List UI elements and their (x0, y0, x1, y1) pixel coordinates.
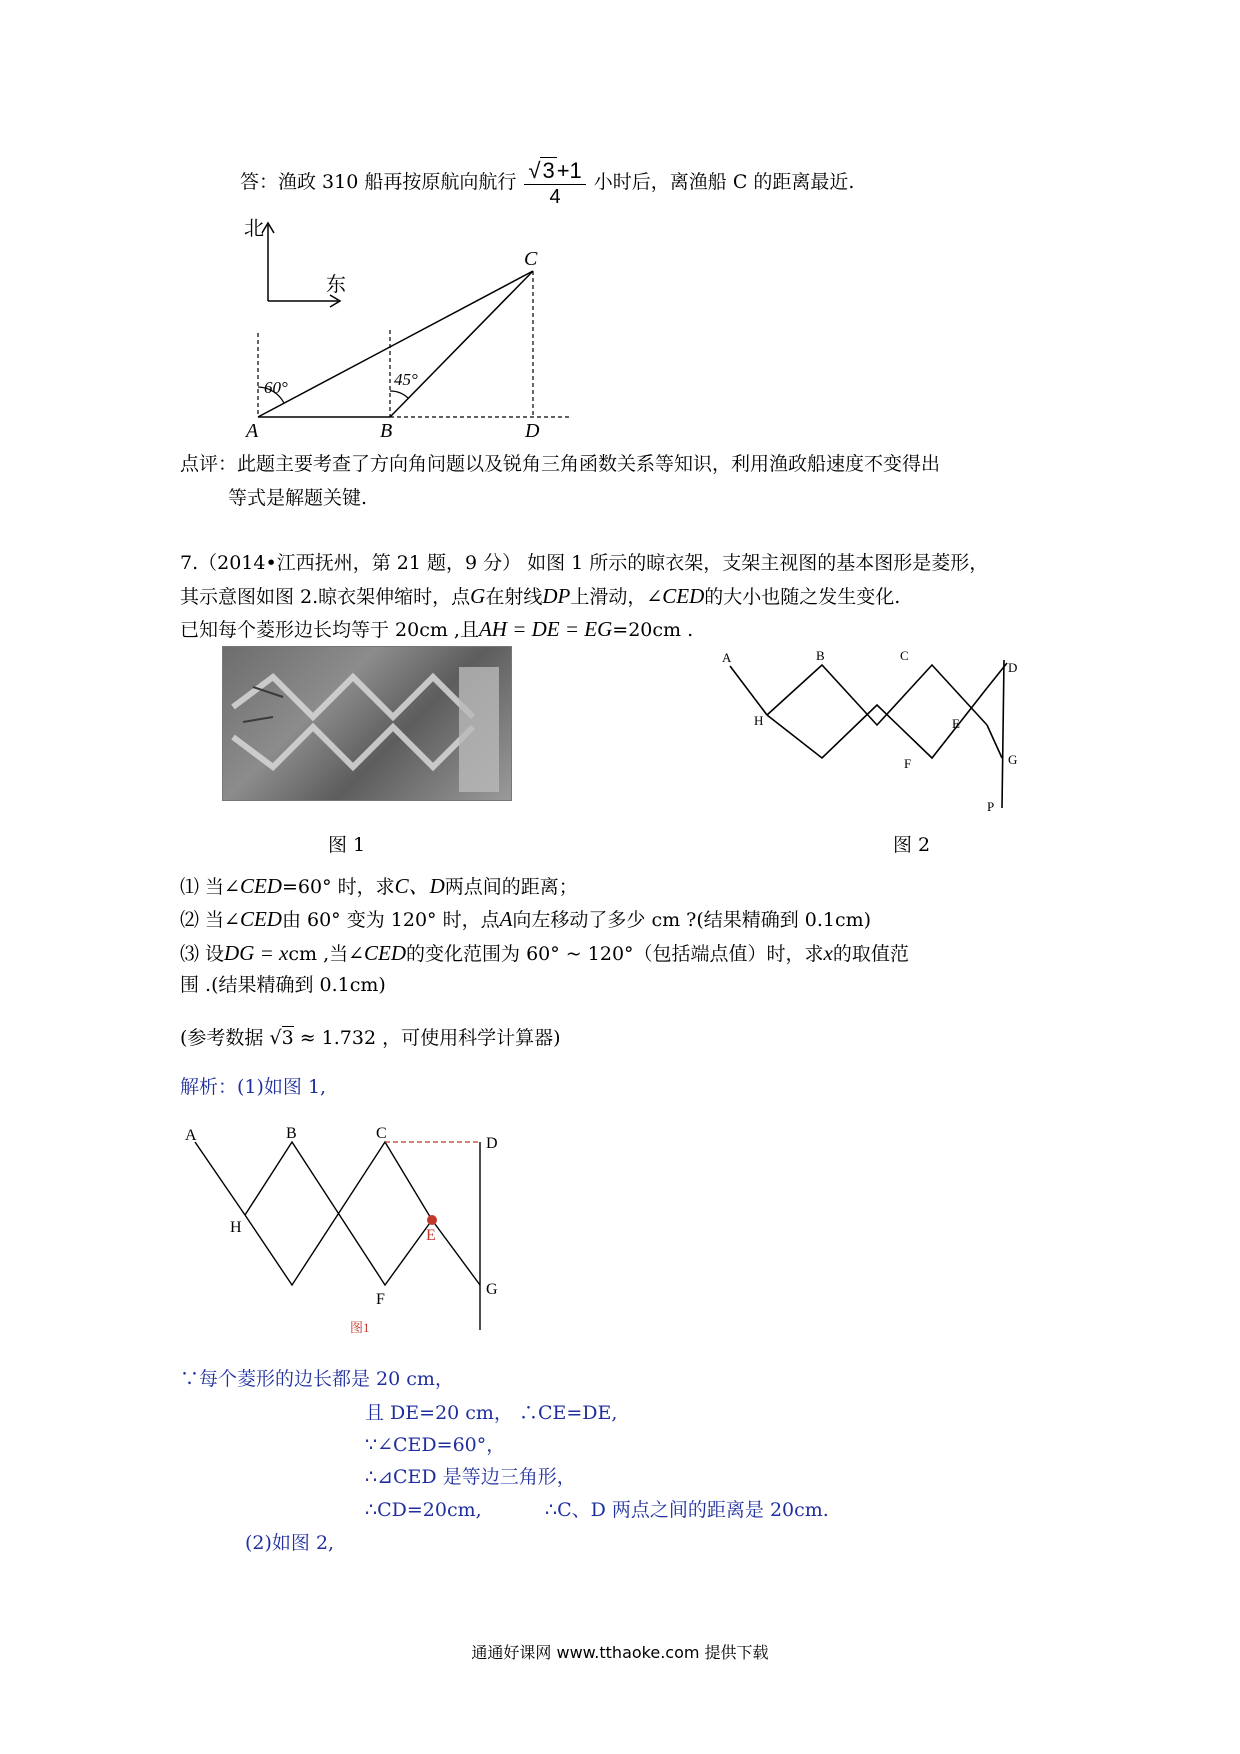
q3-dg: DG = x (224, 941, 289, 965)
fig2-label-g: G (1008, 752, 1018, 767)
p7-text: 上滑动，∠ (570, 586, 663, 608)
sol-label-f: F (376, 1291, 385, 1308)
comment-line-2: 等式是解题关键. (228, 487, 368, 509)
q3-x: x (823, 941, 833, 965)
fraction-root: 3 (542, 157, 555, 183)
solution-fig-caption: 图1 (350, 1320, 370, 1335)
sol-label-d: D (486, 1135, 498, 1152)
q1-points: C、D (394, 874, 445, 898)
question-2 (180, 906, 871, 934)
sol-label-c: C (376, 1125, 387, 1142)
answer-prefix: 答：渔政 310 船再按原航向航行 (240, 171, 517, 193)
angle-a-label: 60° (264, 378, 288, 397)
q-text: =60° 时，求 (281, 876, 395, 898)
point-d-label: D (525, 420, 540, 442)
q1-angle: CED (239, 874, 282, 898)
p7-text: 在射线 (485, 586, 543, 608)
reference-data: (参考数据 √3 ≈ 1.732 ，可使用科学计算器) (180, 1027, 561, 1049)
p7-text: 其示意图如图 2.晾衣架伸缩时，点 (180, 586, 471, 608)
fig2-label-d: D (1008, 660, 1018, 675)
fig2-label-e: E (952, 716, 960, 731)
ref-text: ≈ 1.732 ，可使用科学计算器) (299, 1027, 561, 1049)
solution-step-5a: ∴CD=20cm, (365, 1499, 482, 1521)
solution-step-6: (2)如图 2, (245, 1532, 335, 1554)
q-text: 的取值范 (832, 943, 909, 965)
fig2-label-f: F (904, 756, 912, 771)
solution-step-2: 且 DE=20 cm， ∴CE=DE, (365, 1402, 618, 1424)
ref-text: (参考数据 (180, 1027, 264, 1049)
clothes-rack-photo (222, 646, 512, 801)
q3-angle: CED (364, 941, 407, 965)
point-b-label: B (380, 420, 393, 442)
p7-text: 的大小也随之发生变化. (704, 586, 901, 608)
solution-figure (180, 1120, 520, 1340)
fig2-caption: 图 2 (893, 834, 931, 856)
p7-ray-dp: DP (542, 584, 571, 608)
question-1 (180, 873, 578, 901)
fig2-label-p: P (987, 799, 995, 814)
q-text: 向左移动了多少 cm ?(结果精确到 0.1cm) (512, 909, 872, 931)
problem7-line-3 (180, 616, 693, 644)
point-e-marker (427, 1215, 437, 1225)
fig1-caption: 图 1 (328, 834, 366, 856)
q2-angle: CED (239, 907, 282, 931)
fraction-den: 4 (549, 185, 561, 208)
line-ac (258, 271, 533, 417)
point-c-label: C (524, 248, 538, 270)
solution-step-5b: ∴C、D 两点之间的距离是 20cm. (545, 1499, 829, 1521)
sol-label-h: H (230, 1219, 242, 1236)
navigation-diagram (230, 215, 590, 445)
fig2-label-b: B (816, 648, 825, 663)
p7-equation: AH = DE = EG (478, 617, 613, 641)
q-text: 的变化范围为 60° ~ 120°（包括端点值）时，求 (406, 943, 824, 965)
fig2-label-a: A (722, 650, 732, 665)
q-text: ⑶ 设 (180, 943, 225, 965)
point-a-label: A (246, 420, 259, 442)
problem7-line-1: 7.（2014•江西抚州，第 21 题，9 分） 如图 1 所示的晾衣架，支架主视图的基本图形是菱形， (180, 552, 989, 574)
q-text: 由 60° 变为 120° 时，点 (281, 909, 500, 931)
fig2-label-c: C (900, 648, 909, 663)
q-text: ⑴ 当∠ (180, 876, 240, 898)
answer-fraction: $\frac{√3+1}{4}$ (524, 158, 585, 209)
north-label: 北 (244, 218, 264, 240)
q2-point-a: A (499, 907, 513, 931)
line-bc (390, 271, 533, 417)
east-label: 东 (326, 274, 346, 296)
p7-text: =20cm . (612, 619, 694, 641)
sol-label-b: B (286, 1125, 297, 1142)
solution-step-1: ∵每个菱形的边长都是 20 cm， (180, 1368, 454, 1390)
q-text: ⑵ 当∠ (180, 909, 240, 931)
ref-root: 3 (281, 1027, 294, 1049)
answer-line (240, 152, 854, 212)
angle-b-label: 45° (394, 370, 418, 389)
fig2-label-h: H (754, 713, 764, 728)
page-footer: 通通好课网 www.tthaoke.com 提供下载 (471, 1643, 769, 1662)
solution-step-3: ∵∠CED=60°， (365, 1434, 506, 1456)
fraction-num-tail: +1 (556, 157, 582, 183)
sol-label-e: E (426, 1227, 436, 1244)
solution-step-4: ∴⊿CED 是等边三角形， (365, 1466, 576, 1488)
comment-line-1: 点评：此题主要考查了方向角问题以及锐角三角函数关系等知识，利用渔政船速度不变得出 (180, 453, 941, 475)
p7-point-g: G (470, 584, 486, 608)
p7-angle-ced: CED (662, 584, 705, 608)
sol-label-a: A (185, 1127, 197, 1144)
problem7-line-2 (180, 583, 900, 611)
solution-heading: 解析：(1)如图 1, (180, 1076, 327, 1098)
rack-schematic-fig2 (712, 648, 1032, 818)
q-text: 两点间的距离； (444, 876, 578, 898)
q-text: cm ,当∠ (288, 943, 365, 965)
answer-suffix: 小时后，离渔船 C 的距离最近. (593, 171, 855, 193)
question-3-cont: 围 .(结果精确到 0.1cm) (180, 974, 386, 996)
rack-illustration (223, 647, 511, 800)
p7-text: 已知每个菱形边长均等于 20cm ,且 (180, 619, 479, 641)
question-3 (180, 940, 909, 968)
sol-label-g: G (486, 1281, 498, 1298)
